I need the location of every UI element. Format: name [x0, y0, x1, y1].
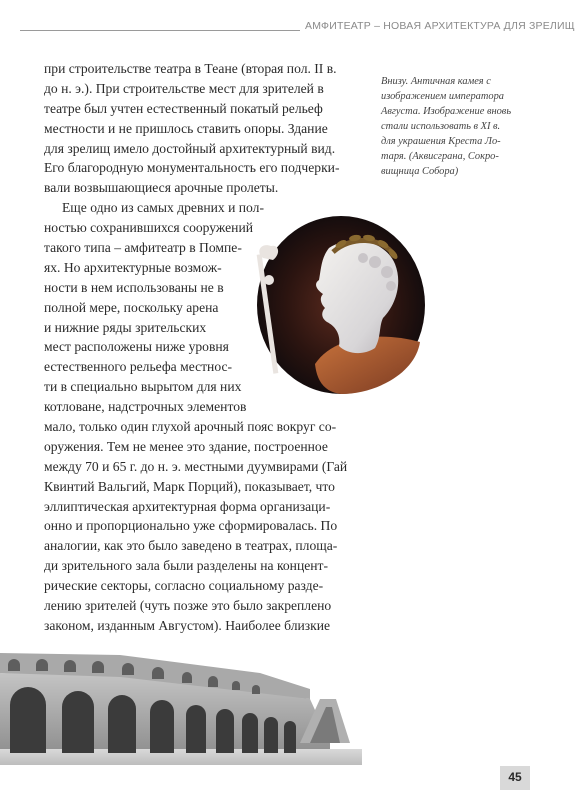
caption-line: стали использовать в XI в. — [381, 121, 501, 132]
text-line: ности в нем использованы не в — [44, 279, 224, 295]
text-line: между 70 и 65 г. до н. э. местными дуумвирами (Гай — [44, 458, 348, 474]
text-line: мест расположены ниже уровня — [44, 339, 229, 355]
caption-line: Августа. Изображение вновь — [381, 106, 512, 117]
caption-line: изображением императора — [381, 91, 504, 102]
caption-line: вищница Собора) — [381, 166, 459, 177]
text-line: законом, изданным Августом). Наиболее близкие — [44, 617, 331, 633]
text-line: лению зрителей (чуть позже это было закреплено — [44, 598, 332, 614]
text-line: ностью сохранившихся сооружений — [44, 220, 253, 236]
text-line: для зрелищ имело достойный архитектурный вид. — [44, 140, 336, 156]
text-line: рические секторы, согласно социальному разде- — [44, 578, 324, 594]
text-line: онно и пропорционально уже сформировалась. По — [44, 518, 338, 534]
page-number: 45 — [508, 770, 522, 784]
text-line: театре был учтен естественный покатый рельеф — [44, 100, 323, 116]
running-header: АМФИТЕАТР – НОВАЯ АРХИТЕКТУРА ДЛЯ ЗРЕЛИЩ — [305, 20, 575, 32]
text-line: при строительстве театра в Теане (вторая пол. II в. — [44, 61, 337, 76]
text-line: и нижние ряды зрительских — [44, 319, 207, 335]
text-line: ди зрительного зала были разделены на концент- — [44, 558, 329, 574]
caption-line: для украшения Креста Ло- — [381, 136, 501, 147]
caption-line: Внизу. Античная камея с — [381, 76, 491, 87]
text-line: Квинтий Вальгий, Марк Порций), показывает, что — [44, 478, 335, 494]
text-line: Его благородную монументальность его подчерки- — [44, 160, 340, 176]
image-caption — [381, 74, 516, 179]
text-line: аналогии, как это было заведено в театрах, площа- — [44, 538, 338, 554]
cameo-image — [255, 214, 427, 396]
text-line: местности и не пришлось ставить опоры. Здание — [44, 120, 328, 136]
header-rule — [20, 30, 300, 31]
text-line: Еще одно из самых древних и пол- — [62, 200, 264, 216]
text-line: такого типа – амфитеатр в Помпе- — [44, 240, 242, 256]
text-line: мало, только один глухой арочный пояс вокруг со- — [44, 419, 337, 435]
text-line: до н. э.). При строительстве мест для зрителей в — [44, 80, 324, 96]
text-line: ях. Но архитектурные возмож- — [44, 259, 222, 275]
caption-line: таря. (Аквисграна, Сокро- — [381, 151, 499, 162]
text-line: вали возвышающиеся арочные пролеты. — [44, 180, 279, 196]
text-line: ти в специально вырытом для них — [44, 379, 242, 395]
text-line: эллиптическая архитектурная форма организаци- — [44, 498, 331, 514]
text-line: естественного рельефа местнос- — [44, 359, 233, 375]
text-line: оружения. Тем не менее это здание, построенное — [44, 438, 328, 454]
text-line: котловане, надстрочных элементов — [44, 399, 247, 415]
text-line: полной мере, поскольку арена — [44, 299, 219, 315]
amphitheatre-photo — [0, 643, 362, 765]
